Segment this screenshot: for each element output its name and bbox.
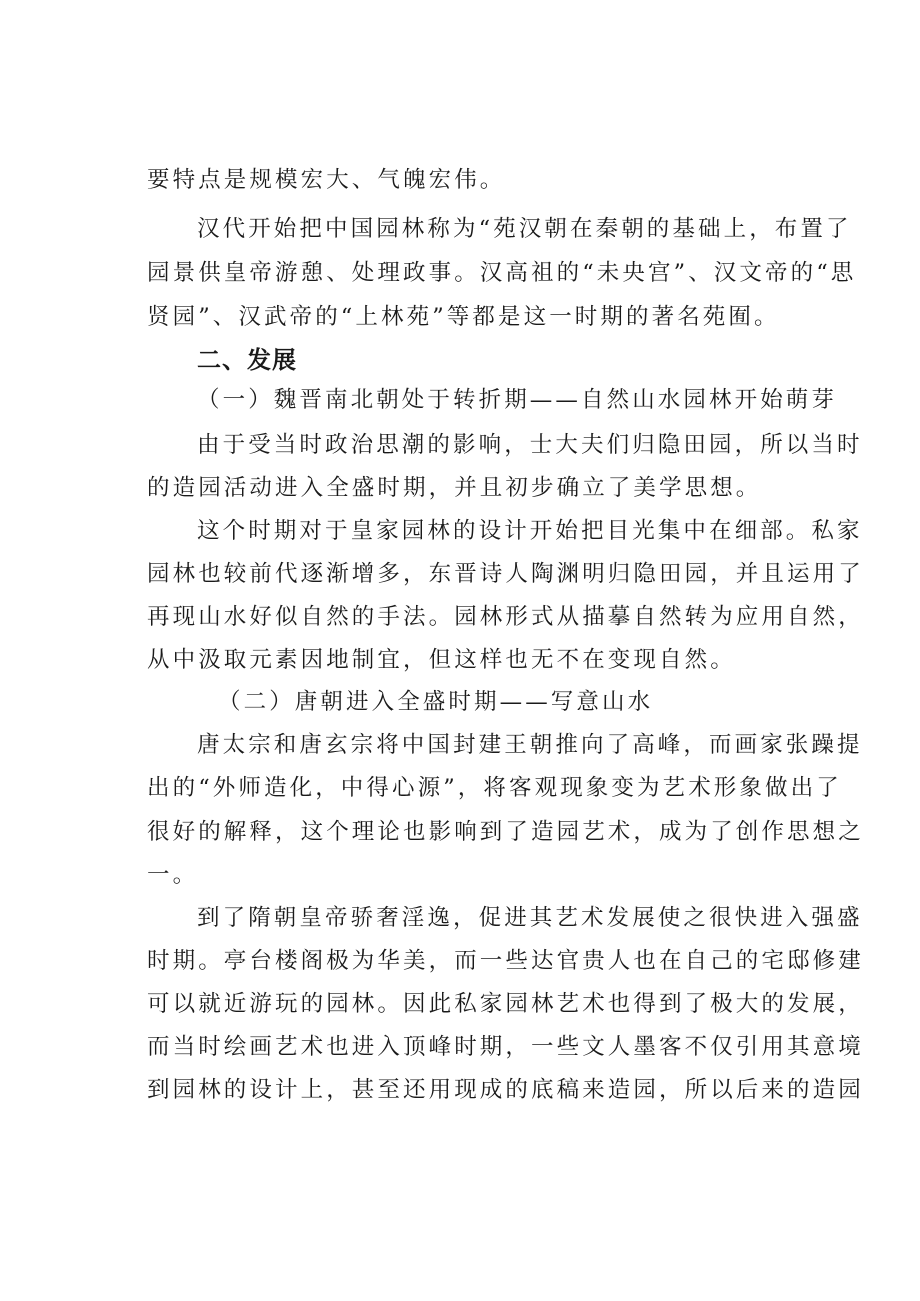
text-line: 时期。亭台楼阁极为华美，而一些达官贵人也在自己的宅邸修建 xyxy=(147,948,864,974)
text-line: 的造园活动进入全盛时期，并且初步确立了美学思想。 xyxy=(147,475,762,501)
text-line: 到园林的设计上，甚至还用现成的底稿来造园，所以后来的造园 xyxy=(147,1077,864,1103)
text-line: 要特点是规模宏大、气魄宏伟。 xyxy=(147,167,506,193)
text-line: 贤园”、汉武帝的“上林苑”等都是这一时期的著名苑囿。 xyxy=(147,304,780,330)
paragraph-first-line: 到了隋朝皇帝骄奢淫逸，促进其艺术发展使之很快进入强盛 xyxy=(197,905,863,931)
text-line: 从中汲取元素因地制宜，但这样也无不在变现自然。 xyxy=(147,647,736,673)
subsection-heading: （一）魏晋南北朝处于转折期——自然山水园林开始萌芽 xyxy=(197,387,838,413)
paragraph-first-line: 这个时期对于皇家园林的设计开始把目光集中在细部。私家 xyxy=(197,518,863,544)
text-line: 园林也较前代逐渐增多，东晋诗人陶渊明归隐田园，并且运用了 xyxy=(147,561,864,587)
text-line: 一。 xyxy=(147,862,199,888)
section-heading: 二、发展 xyxy=(197,346,297,374)
text-line: 再现山水好似自然的手法。园林形式从描摹自然转为应用自然， xyxy=(147,604,864,630)
text-line: 很好的解释，这个理论也影响到了造园艺术，成为了创作思想之 xyxy=(147,819,864,845)
text-line: 出的“外师造化，中得心源”，将客观现象变为艺术形象做出了 xyxy=(147,775,842,801)
text-line: 园景供皇帝游憩、处理政事。汉高祖的“未央宫”、汉文帝的“思 xyxy=(147,260,857,286)
text-line: 而当时绘画艺术也进入顶峰时期，一些文人墨客不仅引用其意境 xyxy=(147,1034,864,1060)
subsection-heading: （二）唐朝进入全盛时期——写意山水 xyxy=(218,689,654,715)
paragraph-first-line: 由于受当时政治思潮的影响，士大夫们归隐田园，所以当时 xyxy=(197,432,863,458)
text-line: 可以就近游玩的园林。因此私家园林艺术也得到了极大的发展， xyxy=(147,991,864,1017)
paragraph-first-line: 唐太宗和唐玄宗将中国封建王朝推向了高峰，而画家张躁提 xyxy=(197,732,863,758)
paragraph-first-line: 汉代开始把中国园林称为“苑汉朝在秦朝的基础上，布置了 xyxy=(197,216,852,242)
